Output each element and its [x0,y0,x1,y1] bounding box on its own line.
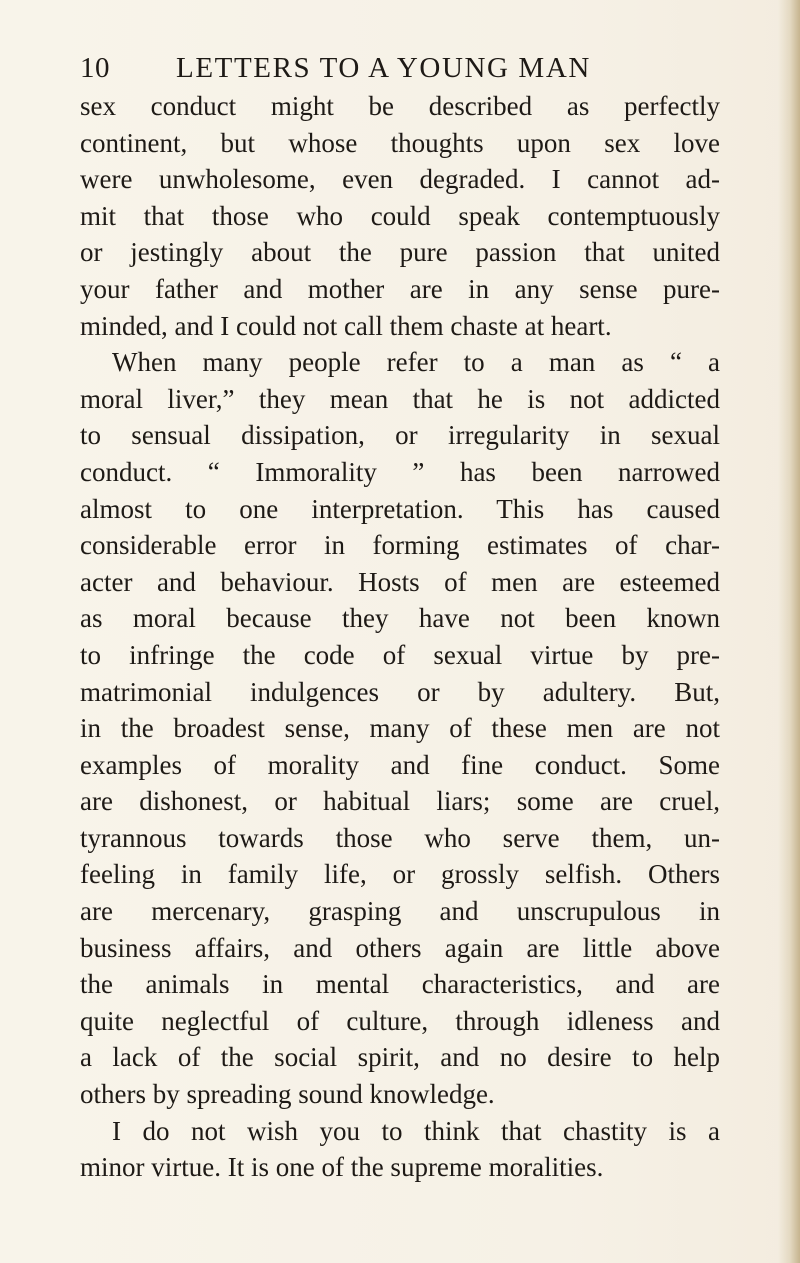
text-line: continent, but whose thoughts upon sex love [80,127,720,158]
running-head: LETTERS TO A YOUNG MAN [176,52,591,84]
text-line: to infringe the code of sexual virtue by pre- [80,639,720,670]
paragraph-start-line: I do not wish you to think that chastity is a [112,1115,720,1146]
text-line: business affairs, and others again are little above [80,932,720,963]
page-edge-shadow [778,0,800,1263]
text-line: almost to one interpretation. This has caused [80,493,720,524]
text-line: examples of morality and fine conduct. Some [80,749,720,780]
text-line: others by spreading sound knowledge. [80,1079,495,1110]
text-line: considerable error in forming estimates of char- [80,530,720,561]
text-line: were unwholesome, even degraded. I cannot ad- [80,164,720,195]
text-line: minded, and I could not call them chaste at heart. [80,310,612,341]
text-line: are dishonest, or habitual liars; some are cruel, [80,786,720,817]
text-line: quite neglectful of culture, through idleness and [80,1005,720,1036]
text-line: feeling in family life, or grossly selfish. Others [80,859,720,890]
page-number: 10 [80,52,110,84]
text-line: as moral because they have not been known [80,603,720,634]
text-line: tyrannous towards those who serve them, un- [80,822,720,853]
text-line: moral liver,” they mean that he is not addicted [80,383,720,414]
text-line: your father and mother are in any sense pure- [80,273,720,304]
text-line: the animals in mental characteristics, and are [80,969,720,1000]
paragraph-start-line: When many people refer to a man as “ a [112,347,720,378]
text-line: in the broadest sense, many of these men are not [80,713,720,744]
text-line: minor virtue. It is one of the supreme moralities. [80,1152,604,1183]
page-header [80,52,720,92]
text-line: acter and behaviour. Hosts of men are esteemed [80,566,720,597]
text-line: sex conduct might be described as perfectly [80,91,720,121]
text-line: mit that those who could speak contemptuously [80,200,720,231]
text-line: or jestingly about the pure passion that united [80,237,720,268]
text-line: matrimonial indulgences or by adultery. But, [80,676,720,707]
text-line: a lack of the social spirit, and no desire to help [80,1042,720,1073]
text-line: to sensual dissipation, or irregularity in sexual [80,420,720,451]
text-line: are mercenary, grasping and unscrupulous in [80,896,720,927]
body-text [80,88,720,1186]
text-line: conduct. “ Immorality ” has been narrowed [80,456,720,487]
